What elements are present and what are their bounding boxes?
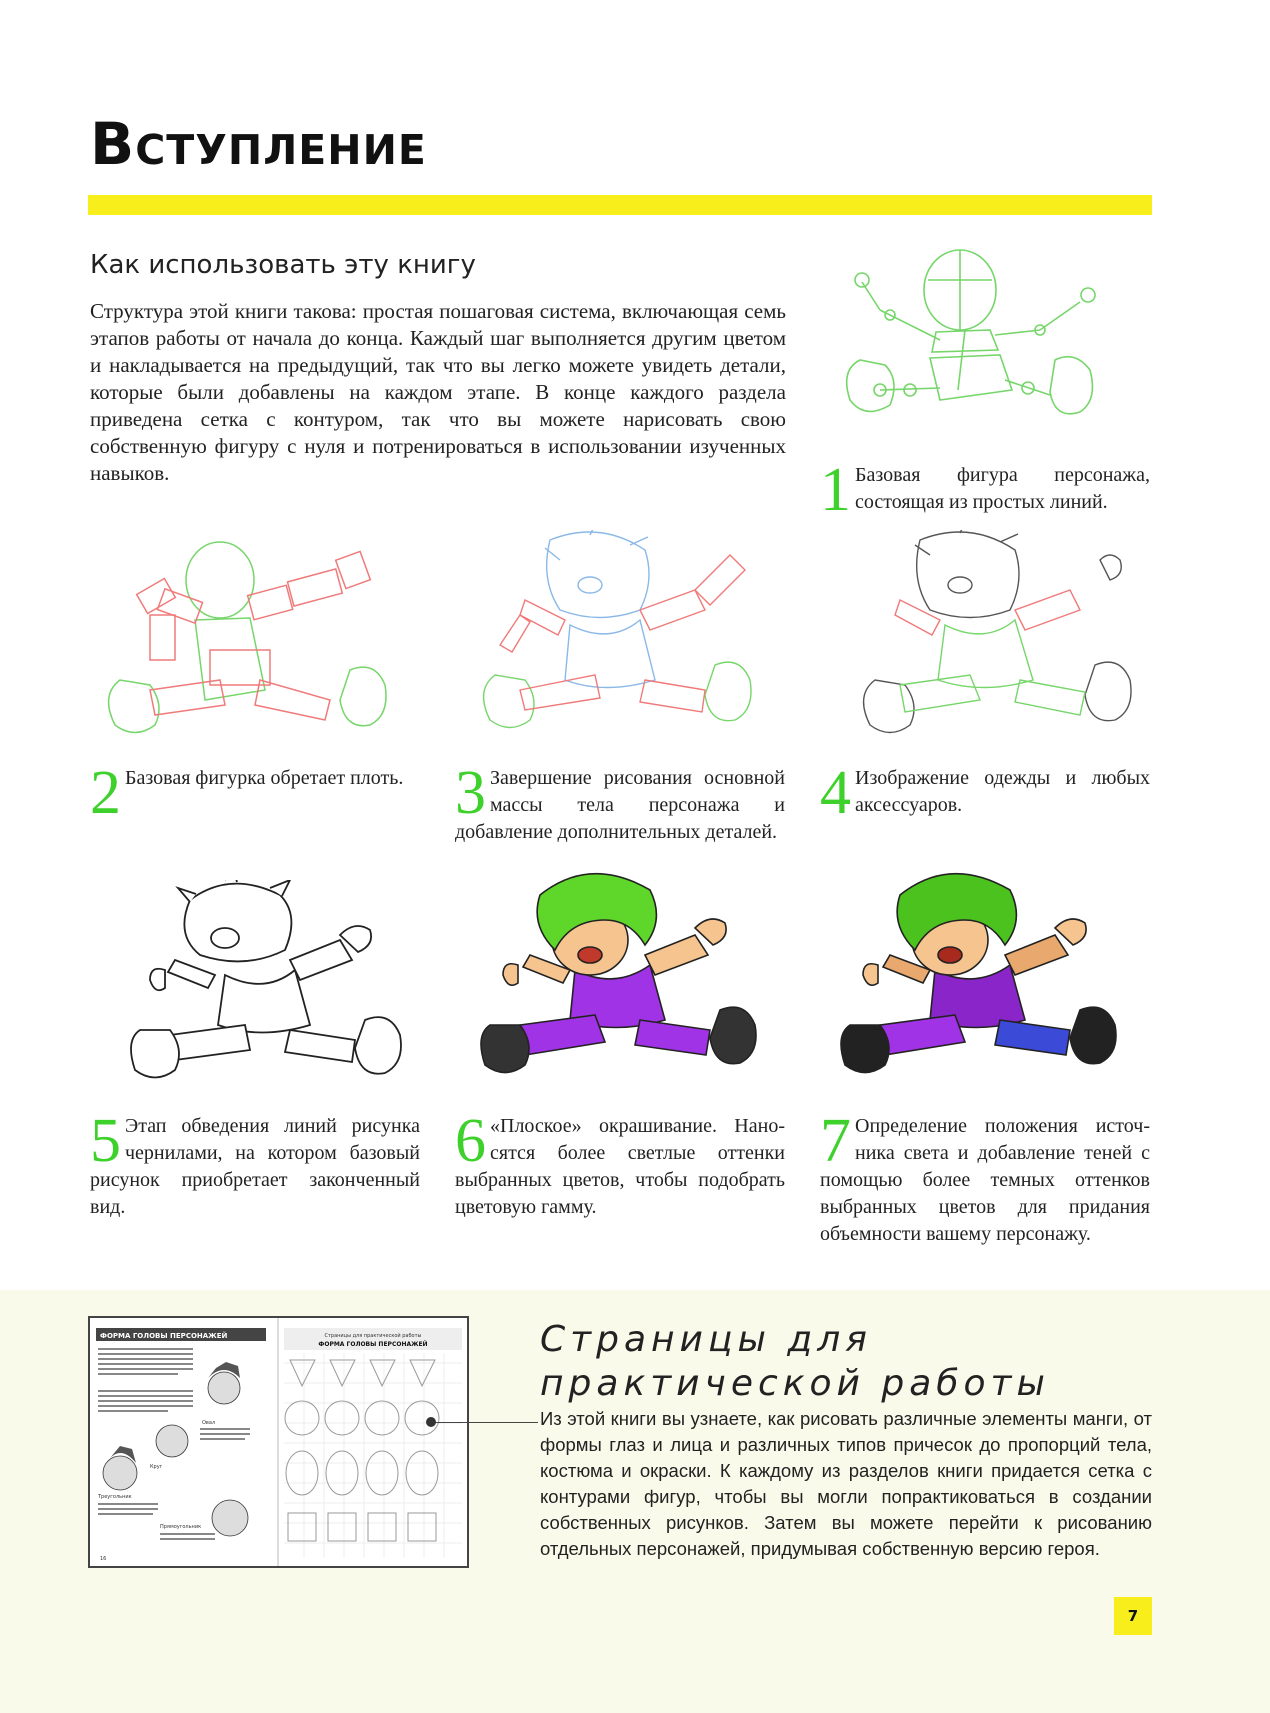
step-2 <box>90 759 420 827</box>
step-4-figure <box>860 530 1160 740</box>
step-5-text: Этап обведения линий рисунка чернилами, на котором базовый рисунок приобретает законченный вид. <box>90 1115 420 1218</box>
step-7-shaded-figure <box>840 870 1150 1080</box>
page-title: Вступление <box>90 110 427 178</box>
step-6-flat-color-figure <box>480 870 780 1080</box>
step-7-number: 7 <box>820 1107 851 1175</box>
step-1-text: Базовая фигура персонажа, состоящая из простых линий. <box>855 464 1150 513</box>
thumb-right-title: ФОРМА ГОЛОВЫ ПЕРСОНАЖЕЙ <box>318 1341 428 1348</box>
step-1-skeleton-figure <box>840 240 1140 440</box>
step-2-text: Базовая фигурка обретает плоть. <box>125 767 404 789</box>
section-heading: Как использовать эту книгу <box>90 250 476 280</box>
step-5-inked-figure <box>130 880 430 1080</box>
step-4-number: 4 <box>820 759 851 827</box>
callout-connector-line <box>432 1422 538 1424</box>
step-3-figure <box>480 530 790 740</box>
step-4 <box>820 759 1150 827</box>
intro-paragraph: Структура этой книги такова: простая пошаговая система, включающая семь этапов работы от начала до конца. Каждый шаг выполняется другим цветом и накладывается на предыдущий, так что вы легко можете увидеть детали, которые были добавлены на каждом этапе. В конце каждого раздела приведена сетка с контуром, так что вы можете нарисовать свою собственную фигуру с нуля и потренироваться в использовании изученных навыков. <box>90 299 786 485</box>
step-7 <box>820 1107 1150 1248</box>
thumb-right-subtitle: Страницы для практической работы <box>324 1333 422 1339</box>
step-6-text: «Плоское» окрашивание. Наносятся более светлые оттенки выбранных цветов, чтобы подобрать цветовую гамму. <box>455 1115 785 1218</box>
practice-page-thumbnail <box>88 1316 469 1568</box>
thumb-label-round: Круг <box>150 1464 163 1470</box>
practice-text: Из этой книги вы узнаете, как рисовать различные элементы манги, от формы глаз и лица и различных типов причесок до пропорций тела, костюма и окраски. К каждому из разделов книги придается сетка с контурами фигур, чтобы вы могли попрактиковаться в создании собственных рисунков. Затем вы можете перейти к рисованию отдельных персонажей, придумывая собственную версию героя. <box>540 1408 1152 1559</box>
step-5-number: 5 <box>90 1107 121 1175</box>
practice-heading-line-1: Страницы для <box>540 1319 872 1360</box>
step-2-number: 2 <box>90 759 121 827</box>
page-number: 7 <box>1114 1597 1152 1635</box>
thumb-page-number: 16 <box>100 1556 107 1562</box>
practice-heading <box>540 1318 1150 1406</box>
step-3-number: 3 <box>455 759 486 827</box>
step-6 <box>455 1107 785 1221</box>
step-4-text: Изображение одежды и любых аксессуаров. <box>855 767 1150 816</box>
thumbnail-spread <box>90 1318 467 1566</box>
thumb-left-title: ФОРМА ГОЛОВЫ ПЕРСОНАЖЕЙ <box>100 1332 228 1340</box>
step-1 <box>820 456 1150 524</box>
callout-connector-dot <box>426 1417 436 1427</box>
step-6-number: 6 <box>455 1107 486 1175</box>
step-1-number: 1 <box>820 456 851 524</box>
step-7-text: Определение положения источника света и добавление теней с помощью более темных оттенков выбранных цветов для придания объемности вашему персонажу. <box>820 1115 1150 1245</box>
thumb-label-rect: Прямоугольник <box>160 1524 202 1530</box>
practice-heading-line-2: практической работы <box>540 1363 1050 1404</box>
thumb-label-oval: Овал <box>202 1420 216 1426</box>
step-2-figure <box>100 540 430 740</box>
title-underline-bar <box>88 195 1152 215</box>
thumb-label-triangle: Треугольник <box>98 1494 132 1500</box>
step-3-text: Завершение рисования основной массы тела персонажа и добавление дополнительных деталей. <box>455 767 785 843</box>
step-3 <box>455 759 785 846</box>
step-5 <box>90 1107 420 1221</box>
